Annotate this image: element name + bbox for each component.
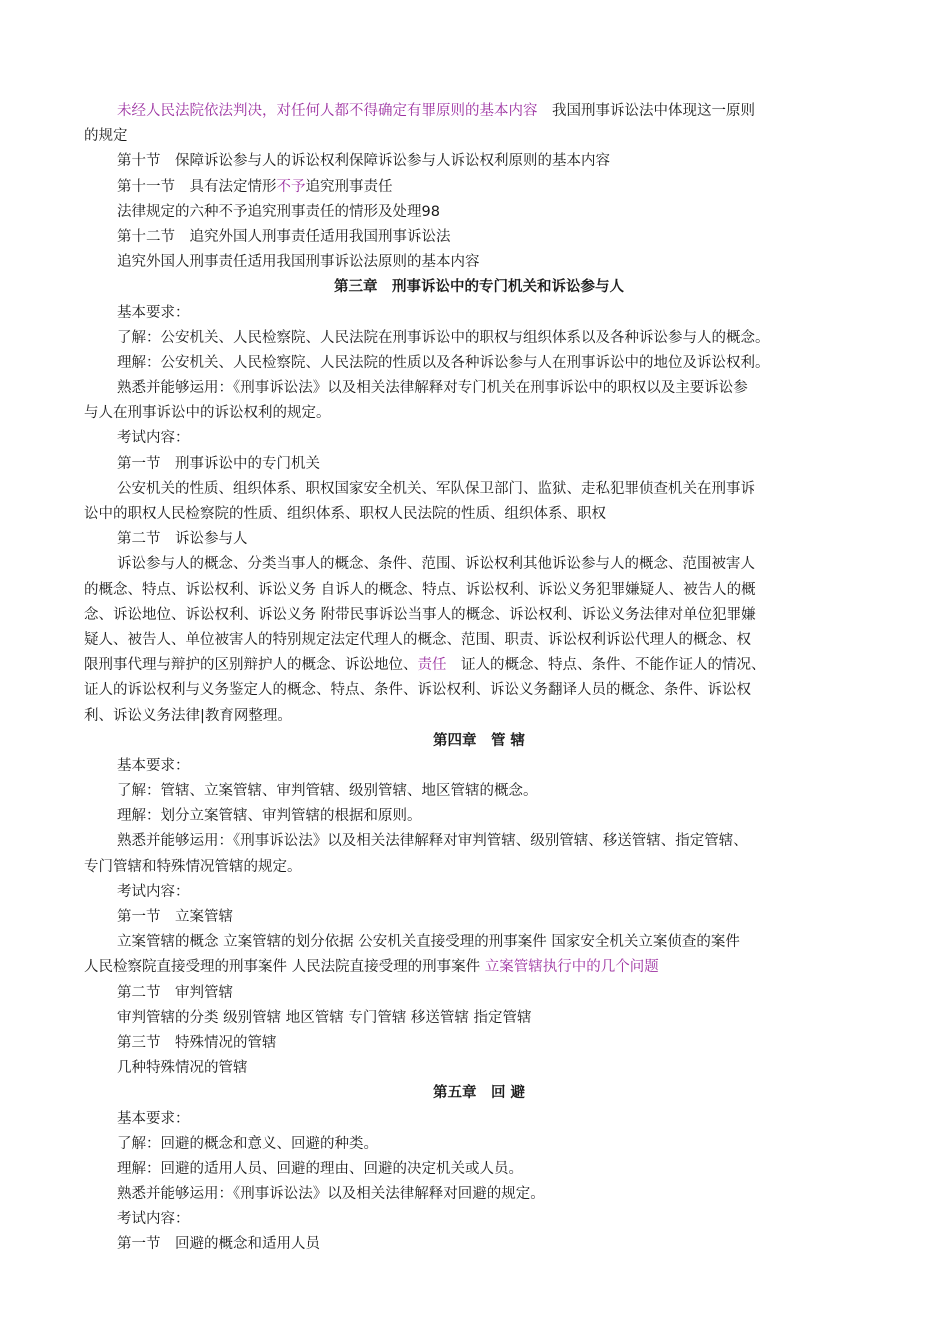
highlighted-text: 责任 [417, 657, 447, 674]
chapter-heading: 第五章 回 避 [432, 1085, 526, 1102]
text-span: 我国刑事诉讼法中体现这一原则 [537, 103, 755, 119]
document-page [84, 99, 874, 1258]
text-line: 法律规定的六种不予追究刑事责任的情形及处理98 [117, 203, 440, 220]
text-line: 基本要求： [117, 304, 190, 321]
highlighted-text: 不予 [276, 178, 306, 195]
section-heading: 第十节 保障诉讼参与人的诉讼权利保障诉讼参与人诉讼权利原则的基本内容 [117, 153, 610, 170]
text-line: 追究外国人刑事责任适用我国刑事诉讼法原则的基本内容 [117, 254, 480, 271]
text-line: 理解：公安机关、人民检察院、人民法院的性质以及各种诉讼参与人在刑事诉讼中的地位及诉讼权利。 [117, 354, 770, 371]
section-heading: 第二节 审判管辖 [117, 984, 233, 1001]
text-line: 理解：回避的适用人员、回避的理由、回避的决定机关或人员。 [117, 1160, 523, 1177]
text-line: 公安机关的性质、组织体系、职权国家安全机关、军队保卫部门、监狱、走私犯罪侦查机关在刑事诉 [117, 480, 755, 497]
text-line: 念、诉讼地位、诉讼权利、诉讼义务 附带民事诉讼当事人的概念、诉讼权利、诉讼义务法律对单位犯罪嫌 [84, 606, 756, 623]
text-line [84, 955, 874, 980]
text-line: 考试内容： [117, 883, 190, 900]
text-line [84, 653, 874, 678]
text-line: 讼中的职权人民检察院的性质、组织体系、职权人民法院的性质、组织体系、职权 [84, 506, 606, 522]
text-line [84, 99, 874, 124]
text-line: 了解：公安机关、人民检察院、人民法院在刑事诉讼中的职权与组织体系以及各种诉讼参与人的概念。 [117, 329, 770, 346]
text-line: 理解：划分立案管辖、审判管辖的根据和原则。 [117, 808, 422, 825]
section-heading: 第一节 回避的概念和适用人员 [117, 1236, 320, 1253]
section-heading: 第三节 特殊情况的管辖 [117, 1034, 277, 1051]
text-line: 考试内容： [117, 1211, 190, 1228]
text-line: 考试内容： [117, 430, 190, 447]
text-span: 人民检察院直接受理的刑事案件 人民法院直接受理的刑事案件 [84, 959, 485, 976]
text-line: 熟悉并能够运用：《刑事诉讼法》以及相关法律解释对审判管辖、级别管辖、移送管辖、指定管辖、 [117, 833, 748, 850]
chapter-heading: 第三章 刑事诉讼中的专门机关和诉讼参与人 [334, 279, 624, 296]
text-line: 专门管辖和特殊情况管辖的规定。 [84, 858, 302, 875]
text-line: 了解：回避的概念和意义、回避的种类。 [117, 1135, 378, 1152]
text-span: 限刑事代理与辩护的区别辩护人的概念、诉讼地位、 [84, 657, 418, 674]
text-line: 熟悉并能够运用：《刑事诉讼法》以及相关法律解释对专门机关在刑事诉讼中的职权以及主要诉讼参 [117, 380, 748, 397]
text-line: 几种特殊情况的管辖 [117, 1060, 248, 1077]
text-line: 的规定 [84, 128, 128, 145]
text-line: 基本要求： [117, 757, 190, 774]
text-line: 证人的诉讼权利与义务鉴定人的概念、特点、条件、诉讼权利、诉讼义务翻译人员的概念、条件、诉讼权 [84, 682, 751, 699]
section-heading: 第一节 刑事诉讼中的专门机关 [117, 455, 320, 472]
text-line: 利、诉讼义务法律|教育网整理。 [84, 707, 292, 724]
text-line: 立案管辖的概念 立案管辖的划分依据 公安机关直接受理的刑事案件 国家安全机关立案侦查的案件 [117, 934, 740, 951]
section-heading [84, 175, 874, 200]
highlighted-text: 未经人民法院依法判决，对任何人都不得确定有罪原则的基本内容 [117, 103, 538, 119]
section-heading: 第一节 立案管辖 [117, 909, 233, 925]
text-span: 第十一节 具有法定情形 [117, 178, 277, 195]
text-line: 的概念、特点、诉讼权利、诉讼义务 自诉人的概念、特点、诉讼权利、诉讼义务犯罪嫌疑人、被告人的概 [84, 581, 756, 598]
text-span: 证人的概念、特点、条件、不能作证人的情况、 [446, 657, 766, 674]
text-line: 了解：管辖、立案管辖、审判管辖、级别管辖、地区管辖的概念。 [117, 783, 538, 800]
text-line: 诉讼参与人的概念、分类当事人的概念、条件、范围、诉讼权利其他诉讼参与人的概念、范围被害人 [117, 556, 755, 573]
chapter-heading: 第四章 管 辖 [432, 732, 526, 749]
text-line: 基本要求： [117, 1110, 190, 1127]
section-heading: 第十二节 追究外国人刑事责任适用我国刑事诉讼法 [117, 228, 451, 245]
highlighted-text: 立案管辖执行中的几个问题 [484, 959, 659, 976]
text-span: 追究刑事责任 [305, 178, 393, 195]
text-line: 疑人、被告人、单位被害人的特别规定法定代理人的概念、范围、职责、诉讼权利诉讼代理人的概念、权 [84, 631, 751, 648]
text-line: 与人在刑事诉讼中的诉讼权利的规定。 [84, 405, 331, 422]
section-heading: 第二节 诉讼参与人 [117, 531, 248, 548]
text-line: 熟悉并能够运用：《刑事诉讼法》以及相关法律解释对回避的规定。 [117, 1186, 545, 1203]
text-line: 审判管辖的分类 级别管辖 地区管辖 专门管辖 移送管辖 指定管辖 [117, 1009, 532, 1026]
